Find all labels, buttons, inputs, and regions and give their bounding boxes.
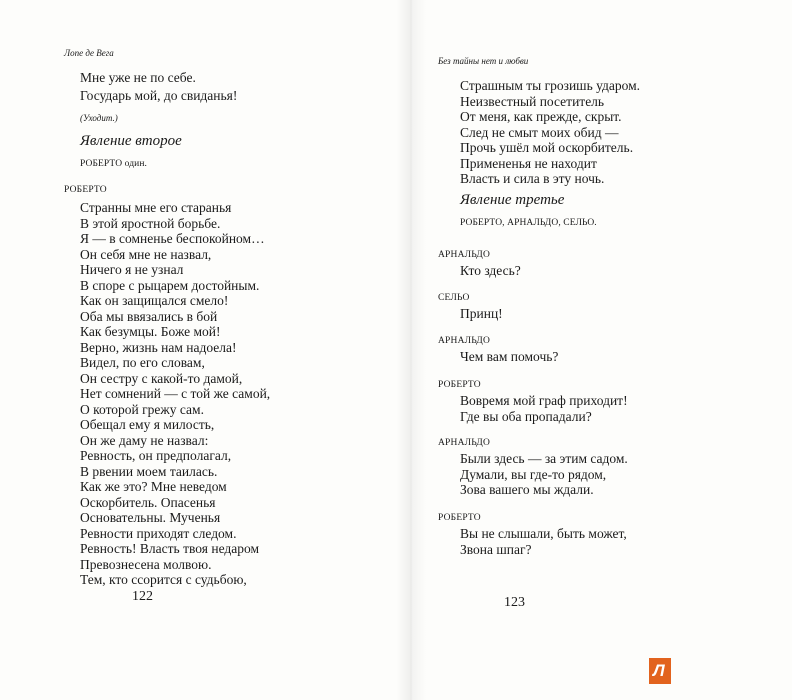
verse-line: В споре с рыцарем достойным. [80, 277, 260, 293]
verse-line: Где вы оба пропадали? [460, 408, 592, 424]
verse-line: Ревность, он предполагал, [80, 448, 232, 463]
verse-line: Вовремя мой граф приходит! [460, 393, 628, 408]
scene-title: Явление третье [460, 192, 565, 208]
verse-line: Неизвестный посетитель [460, 93, 605, 109]
verse-line: Прочь ушёл мой оскорбитель. [460, 140, 634, 155]
verse-line: Вы не слышали, быть может, [460, 526, 627, 541]
verse-line: Принц! [460, 306, 503, 321]
verse-line: Как же это? Мне неведом [80, 479, 227, 494]
verse-line: Я — в сомненье беспокойном… [80, 231, 265, 246]
verse-line: Ревность! Власть твоя недаром [80, 541, 260, 556]
verse-line: Примененья не находит [460, 155, 597, 171]
speaker-name: РОБЕРТО [64, 185, 107, 195]
verse-line: Он же даму не назвал: [80, 432, 209, 448]
left-running-head: Лопе де Вега [64, 48, 114, 58]
verse-line: Оба мы ввязались в бой [80, 308, 218, 324]
verse-line: От меня, как прежде, скрыт. [460, 109, 622, 124]
page-number: 122 [132, 589, 153, 604]
verse-line: Нет сомнений — с той же самой, [80, 386, 271, 401]
verse-line: Странны мне его старанья [80, 200, 232, 215]
verse-line: Зова вашего мы ждали. [460, 482, 594, 497]
verse-line: Тем, кто ссорится с судьбою, [80, 572, 247, 587]
verse-line: Основательны. Мученья [80, 510, 221, 525]
verse-line: След не смыт моих обид — [460, 124, 619, 140]
speaker-name: РОБЕРТО [438, 513, 481, 523]
verse-line: Кто здесь? [460, 263, 521, 278]
verse-line: Государь мой, до свиданья! [80, 88, 238, 103]
verse-line: Ничего я не узнал [80, 262, 184, 277]
verse-line: Были здесь — за этим садом. [460, 451, 628, 466]
verse-line: Оскорбитель. Опасенья [80, 494, 216, 510]
speaker-name: АРНАЛЬДО [438, 250, 491, 260]
verse-line: Мне уже не по себе. [80, 70, 196, 85]
scene-cast: РОБЕРТО один. [80, 159, 147, 169]
speaker-name: АРНАЛЬДО [438, 336, 491, 346]
verse-line: Обещал ему я милость, [80, 417, 215, 432]
right-page [410, 0, 792, 700]
verse-line: Он себя мне не назвал, [80, 246, 212, 262]
verse-line: Страшным ты грозишь ударом. [460, 78, 641, 93]
verse-line: Звона шпаг? [460, 541, 532, 557]
right-running-head: Без тайны нет и любви [438, 56, 529, 66]
scene-cast: РОБЕРТО, АРНАЛЬДО, СЕЛЬО. [460, 218, 597, 228]
speaker-name: РОБЕРТО [438, 380, 481, 390]
scene-title: Явление второе [80, 133, 182, 149]
verse-line: Видел, по его словам, [80, 355, 205, 370]
verse-line: О которой грежу сам. [80, 401, 204, 417]
verse-line: Думали, вы где-то рядом, [460, 466, 607, 482]
labirint-logo-icon: Л [649, 658, 671, 684]
verse-line: Он сестру с какой-то дамой, [80, 370, 243, 386]
page-number: 123 [504, 595, 525, 610]
speaker-name: АРНАЛЬДО [438, 438, 491, 448]
verse-line: Верно, жизнь нам надоела! [80, 339, 237, 355]
verse-line: В этой яростной борьбе. [80, 215, 221, 231]
verse-line: В рвении моем таилась. [80, 463, 218, 479]
verse-line: Как безумцы. Боже мой! [80, 324, 221, 339]
verse-line: Превознесена молвою. [80, 556, 212, 572]
verse-line: Власть и сила в эту ночь. [460, 171, 605, 186]
verse-line: Чем вам помочь? [460, 349, 559, 364]
verse-line: Как он защищался смело! [80, 293, 229, 308]
verse-line: Ревности приходят следом. [80, 525, 237, 541]
stage-direction: (Уходит.) [80, 113, 118, 123]
speaker-name: СЕЛЬО [438, 293, 470, 303]
